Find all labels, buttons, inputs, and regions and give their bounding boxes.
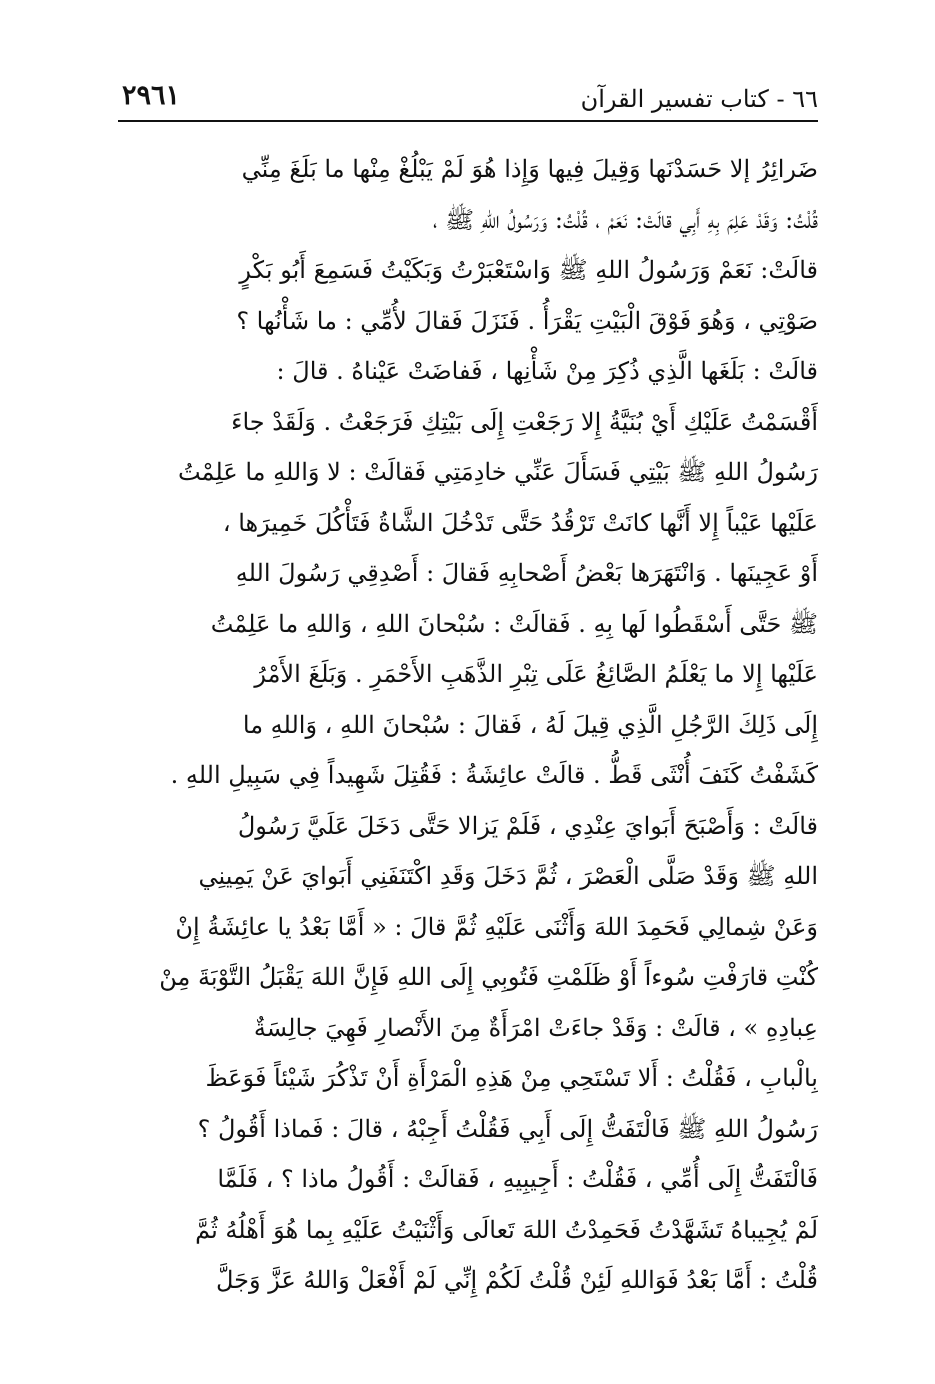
book-page: [118, 78, 818, 1358]
body-text: [118, 144, 818, 1306]
text-line: إِلَى ذَلِكَ الرَّجُلِ الَّذِي قِيلَ لَهُ ، فَقالَ : سُبْحانَ اللهِ ، وَاللهِ ما: [242, 710, 818, 739]
text-line: عَلَيْها عَيْباً إِلا أَنَّها كانَتْ تَرْقُدُ حَتَّى تَدْخُلَ الشَّاةُ فَتَأْكُلَ خَمِيرَها ،: [222, 508, 818, 537]
text-line: كَشَفْتُ كَنَفَ أُنْثَى قَطُّ . قالَتْ عائِشَةُ : فَقُتِلَ شَهِيداً فِي سَبِيلِ اللهِ .: [170, 761, 818, 789]
text-line: قالَتْ: نَعَمْ وَرَسُولُ اللهِ ﷺ وَاسْتَعْبَرْتُ وَبَكَيْتُ فَسَمِعَ أَبُو بَكْرٍ: [239, 256, 818, 284]
running-header: [118, 78, 818, 118]
text-line: قالَتْ : وَأَصْبَحَ أَبَوايَ عِنْدِي ، فَلَمْ يَزالا حَتَّى دَخَلَ عَلَيَّ رَسُولُ: [237, 811, 818, 840]
text-line: لَمْ يُجِيباهُ تَشَهَّدْتُ فَحَمِدْتُ اللهَ تَعالَى وَأَثْنَيْتُ عَلَيْهِ بِما هُوَ أَهْلُهُ ثُمَّ: [195, 1215, 818, 1244]
text-line: قُلْتُ: وَقَدْ عَلِمَ بِهِ أَبِي قالَتْ: نَعَمْ ، قُلْتُ: وَرَسُولُ اللهِ ﷺ ،: [432, 205, 818, 234]
header-rule: [118, 120, 818, 122]
text-line: قُلْتُ : أَمَّا بَعْدُ فَوَاللهِ لَئِنْ قُلْتُ لَكُمْ إِنِّي لَمْ أَفْعَلْ وَاللهُ عَزَّ وَجَلَّ: [215, 1266, 818, 1294]
text-line: قالَتْ : بَلَغَها الَّذِي ذُكِرَ مِنْ شَأْنِها ، فَفاضَتْ عَيْناهُ . قالَ :: [276, 357, 818, 385]
page-number: ٢٩٦١: [122, 80, 181, 111]
chapter-title: ٦٦ - كتاب تفسير القرآن: [580, 85, 818, 113]
text-line: عَلَيْها إِلا ما يَعْلَمُ الصَّائِغُ عَلَى تِبْرِ الذَّهَبِ الأَحْمَرِ . وَبَلَغَ الأَمْرُ: [254, 660, 818, 688]
text-line: كُنْتِ قارَفْتِ سُوءاً أَوْ ظَلَمْتِ فَتُوبِي إِلَى اللهِ فَإِنَّ اللهَ يَقْبَلُ التَّوْبَةَ مِنْ: [159, 963, 818, 991]
text-line: فَالْتَفَتُّ إِلَى أُمِّي ، فَقُلْتُ : أَجِيبِيهِ ، فَقالَتْ : أَقُولُ ماذا ؟ ، فَلَمَّا: [217, 1165, 818, 1193]
text-line: أَوْ عَجِينَها . وَانْتَهَرَها بَعْضُ أَصْحابِهِ فَقالَ : أَصْدِقِي رَسُولَ اللهِ: [235, 559, 818, 587]
text-line: ﷺ حَتَّى أَسْقَطُوا لَها بِهِ . فَقالَتْ : سُبْحانَ اللهِ ، وَاللهِ ما عَلِمْتُ: [210, 609, 818, 638]
text-line: صَوْتِي ، وَهُوَ فَوْقَ الْبَيْتِ يَقْرَأُ . فَنَزَلَ فَقالَ لأُمِّي : ما شَأْنُها ؟: [236, 306, 818, 335]
text-line: اللهِ ﷺ وَقَدْ صَلَّى الْعَصْرَ ، ثُمَّ دَخَلَ وَقَدِ اكْتَنَفَنِي أَبَوايَ عَنْ يَمِينِي: [198, 862, 818, 890]
text-line: رَسُولُ اللهِ ﷺ فَالْتَفَتُّ إِلَى أَبِي فَقُلْتُ أَجِبْهُ ، قالَ : فَماذا أَقُولُ ؟: [197, 1114, 818, 1143]
text-line: رَسُولُ اللهِ ﷺ بَيْتِي فَسَأَلَ عَنِّي خادِمَتِي فَقالَتْ : لا وَاللهِ ما عَلِمْتُ: [177, 458, 818, 486]
text-line: وَعَنْ شِمالِي فَحَمِدَ اللهَ وَأَثْنَى عَلَيْهِ ثُمَّ قالَ : « أَمَّا بَعْدُ يا عائِشَةُ إِنْ: [175, 912, 818, 941]
text-line: ضَرائِرُ إلا حَسَدْنَها وَقِيلَ فِيها وَإِذا هُوَ لَمْ يَبْلُغْ مِنْها ما بَلَغَ مِنِّي: [241, 155, 818, 183]
text-line: بِالْبابِ ، فَقُلْتُ : أَلا تَسْتَحِي مِنْ هَذِهِ الْمَرْأَةِ أَنْ تَذْكُرَ شَيْئاً فَوَعَظَ: [205, 1064, 818, 1092]
text-line: أَقْسَمْتُ عَلَيْكِ أَيْ بُنَيَّةُ إِلا رَجَعْتِ إِلَى بَيْتِكِ فَرَجَعْتُ . وَلَقَدْ جاءَ: [231, 407, 818, 436]
text-line: عِبادِهِ » ، قالَتْ : وَقَدْ جاءَتْ امْرَأَةٌ مِنَ الأَنْصارِ فَهِيَ جالِسَةٌ: [253, 1013, 818, 1042]
